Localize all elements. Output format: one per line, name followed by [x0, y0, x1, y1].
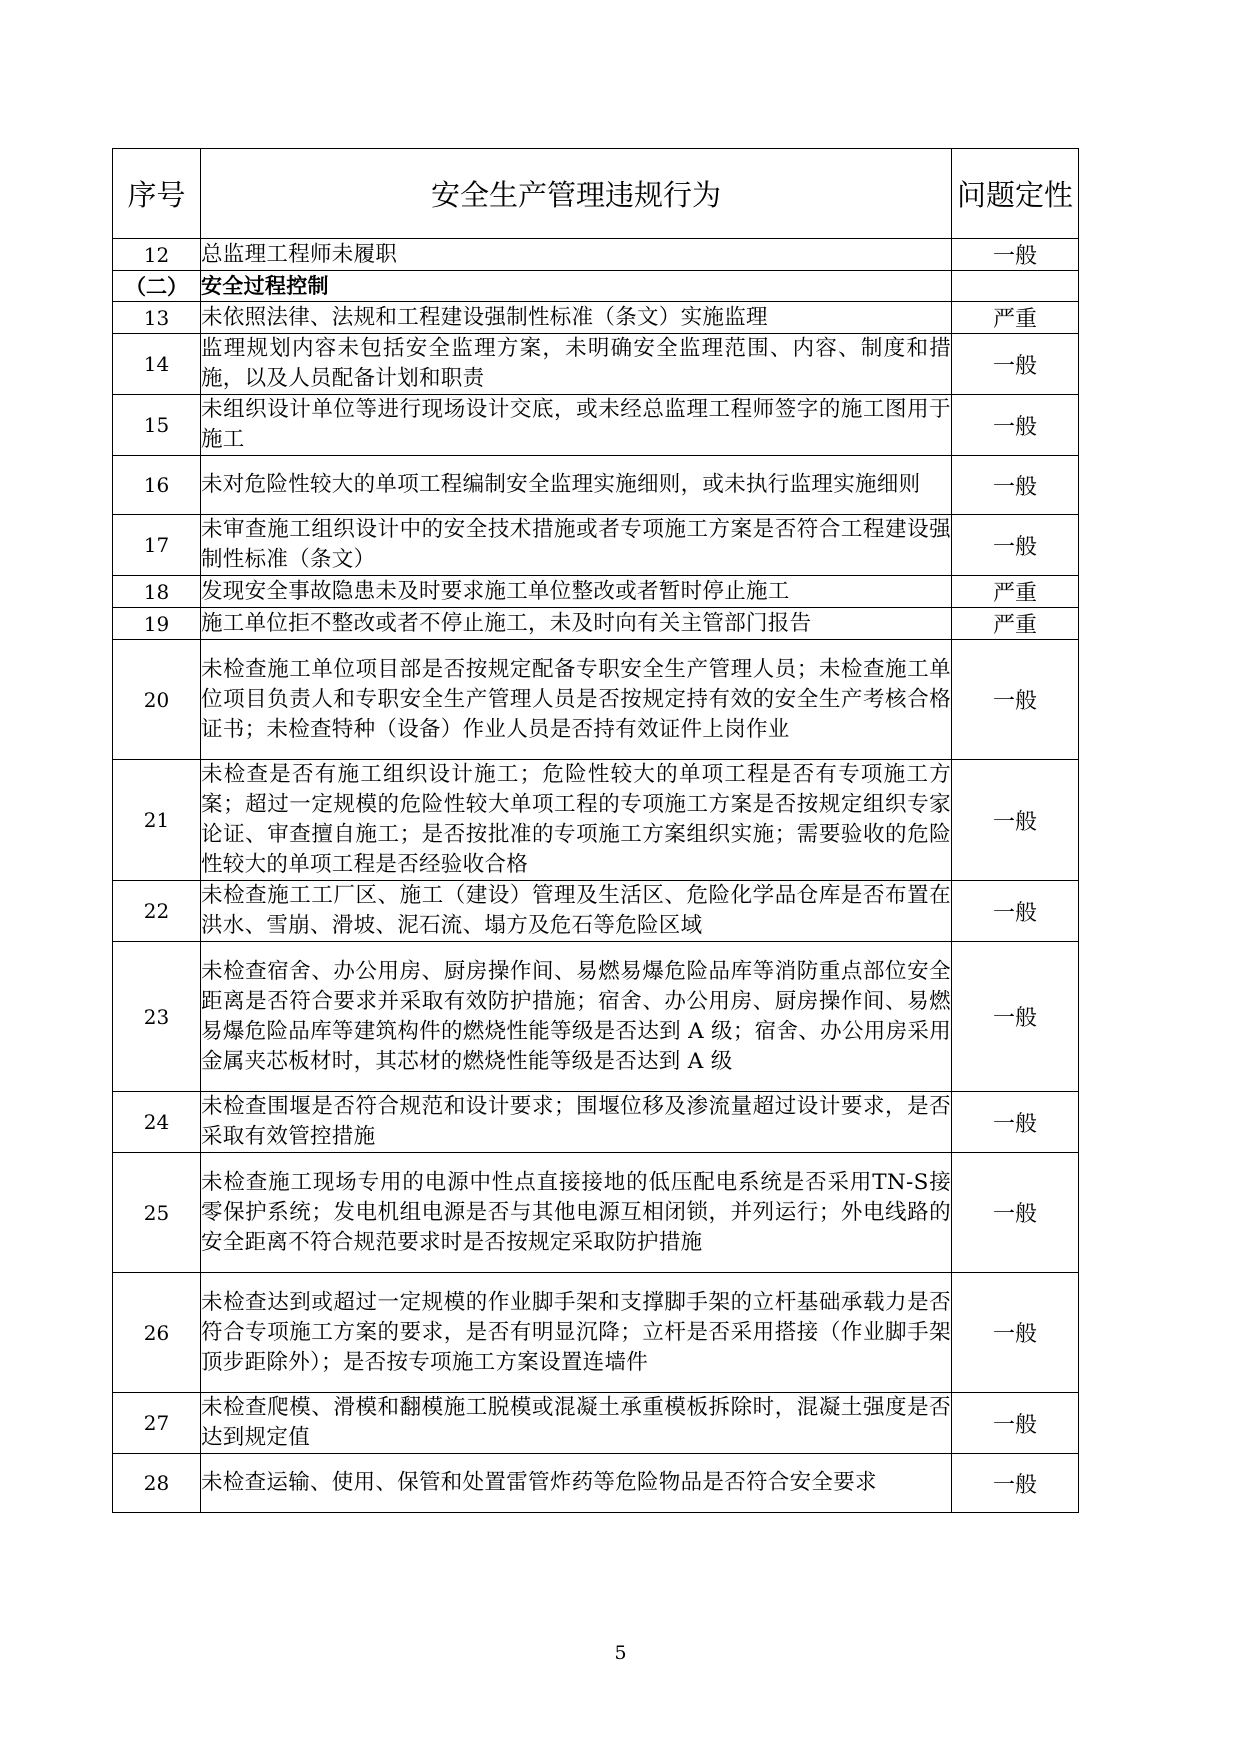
- row-description: 未检查施工单位项目部是否按规定配备专职安全生产管理人员；未检查施工单位项目负责人和专职安全生产管理人员是否按规定持有效的安全生产考核合格证书；未检查特种（设备）作业人员是否持有效证件上岗作业: [201, 640, 952, 760]
- header-serial-number: 序号: [113, 149, 201, 239]
- row-level: 一般: [952, 942, 1079, 1092]
- row-description: 监理规划内容未包括安全监理方案，未明确安全监理范围、内容、制度和措施，以及人员配备计划和职责: [201, 334, 952, 395]
- table-row: [113, 1153, 1079, 1273]
- row-description: 未检查爬模、滑模和翻模施工脱模或混凝土承重模板拆除时，混凝土强度是否达到规定值: [201, 1393, 952, 1454]
- header-problem-nature: 问题定性: [952, 149, 1079, 239]
- row-level: 一般: [952, 1454, 1079, 1513]
- row-description: 总监理工程师未履职: [201, 239, 952, 271]
- table-row: [113, 456, 1079, 515]
- row-number: 23: [113, 942, 201, 1092]
- table-row: [113, 1393, 1079, 1454]
- row-number: 16: [113, 456, 201, 515]
- row-level: 严重: [952, 608, 1079, 640]
- row-number: 21: [113, 760, 201, 881]
- row-number: 18: [113, 576, 201, 608]
- row-number: 20: [113, 640, 201, 760]
- table-row: [113, 515, 1079, 576]
- row-number: 14: [113, 334, 201, 395]
- row-level: 一般: [952, 334, 1079, 395]
- table-row: [113, 302, 1079, 334]
- table-row: [113, 1273, 1079, 1393]
- section-number: （二）: [113, 271, 201, 302]
- row-description: 未依照法律、法规和工程建设强制性标准（条文）实施监理: [201, 302, 952, 334]
- table-row: [113, 881, 1079, 942]
- section-title: 安全过程控制: [201, 271, 952, 302]
- row-level: 一般: [952, 456, 1079, 515]
- row-level: 一般: [952, 395, 1079, 456]
- header-violation-behavior: 安全生产管理违规行为: [201, 149, 952, 239]
- section-row: [113, 271, 1079, 302]
- row-description: 未检查施工工厂区、施工（建设）管理及生活区、危险化学品仓库是否布置在洪水、雪崩、滑坡、泥石流、塌方及危石等危险区域: [201, 881, 952, 942]
- row-level: 严重: [952, 576, 1079, 608]
- table-row: [113, 760, 1079, 881]
- row-number: 17: [113, 515, 201, 576]
- row-level: 一般: [952, 1092, 1079, 1153]
- row-number: 28: [113, 1454, 201, 1513]
- violations-table: [112, 148, 1079, 1513]
- row-level: 一般: [952, 1153, 1079, 1273]
- row-level: 一般: [952, 760, 1079, 881]
- row-level: 一般: [952, 881, 1079, 942]
- row-description: 未检查是否有施工组织设计施工；危险性较大的单项工程是否有专项施工方案；超过一定规模的危险性较大单项工程的专项施工方案是否按规定组织专家论证、审查擅自施工；是否按批准的专项施工方案组织实施；需要验收的危险性较大的单项工程是否经验收合格: [201, 760, 952, 881]
- row-description: 施工单位拒不整改或者不停止施工，未及时向有关主管部门报告: [201, 608, 952, 640]
- row-description: 未检查达到或超过一定规模的作业脚手架和支撑脚手架的立杆基础承载力是否符合专项施工方案的要求，是否有明显沉降；立杆是否采用搭接（作业脚手架顶步距除外）；是否按专项施工方案设置连墙件: [201, 1273, 952, 1393]
- row-description: 未检查施工现场专用的电源中性点直接接地的低压配电系统是否采用TN-S接零保护系统；发电机组电源是否与其他电源互相闭锁，并列运行；外电线路的安全距离不符合规范要求时是否按规定采取防护措施: [201, 1153, 952, 1273]
- table-header-row: [113, 149, 1079, 239]
- row-level: 严重: [952, 302, 1079, 334]
- row-description: 未检查运输、使用、保管和处置雷管炸药等危险物品是否符合安全要求: [201, 1454, 952, 1513]
- row-number: 25: [113, 1153, 201, 1273]
- row-level: 一般: [952, 515, 1079, 576]
- row-description: 未审查施工组织设计中的安全技术措施或者专项施工方案是否符合工程建设强制性标准（条文）: [201, 515, 952, 576]
- row-number: 24: [113, 1092, 201, 1153]
- row-description: 未组织设计单位等进行现场设计交底，或未经总监理工程师签字的施工图用于施工: [201, 395, 952, 456]
- table-row: [113, 1092, 1079, 1153]
- row-description: 未检查宿舍、办公用房、厨房操作间、易燃易爆危险品库等消防重点部位安全距离是否符合要求并采取有效防护措施；宿舍、办公用房、厨房操作间、易燃易爆危险品库等建筑构件的燃烧性能等级是否达到 A 级；宿舍、办公用房采用金属夹芯板材时，其芯材的燃烧性能等级是否达到 A 级: [201, 942, 952, 1092]
- table-row: [113, 239, 1079, 271]
- table-row: [113, 576, 1079, 608]
- table-row: [113, 640, 1079, 760]
- section-level: [952, 271, 1079, 302]
- row-description: 发现安全事故隐患未及时要求施工单位整改或者暂时停止施工: [201, 576, 952, 608]
- table-row: [113, 608, 1079, 640]
- row-number: 22: [113, 881, 201, 942]
- row-description: 未对危险性较大的单项工程编制安全监理实施细则，或未执行监理实施细则: [201, 456, 952, 515]
- row-number: 27: [113, 1393, 201, 1454]
- row-number: 15: [113, 395, 201, 456]
- row-number: 26: [113, 1273, 201, 1393]
- table-row: [113, 942, 1079, 1092]
- row-description: 未检查围堰是否符合规范和设计要求；围堰位移及渗流量超过设计要求，是否采取有效管控措施: [201, 1092, 952, 1153]
- row-level: 一般: [952, 1393, 1079, 1454]
- row-level: 一般: [952, 640, 1079, 760]
- table-row: [113, 334, 1079, 395]
- page-number: 5: [614, 1642, 627, 1664]
- row-level: 一般: [952, 1273, 1079, 1393]
- row-number: 12: [113, 239, 201, 271]
- row-number: 19: [113, 608, 201, 640]
- table-row: [113, 1454, 1079, 1513]
- row-number: 13: [113, 302, 201, 334]
- row-level: 一般: [952, 239, 1079, 271]
- table-row: [113, 395, 1079, 456]
